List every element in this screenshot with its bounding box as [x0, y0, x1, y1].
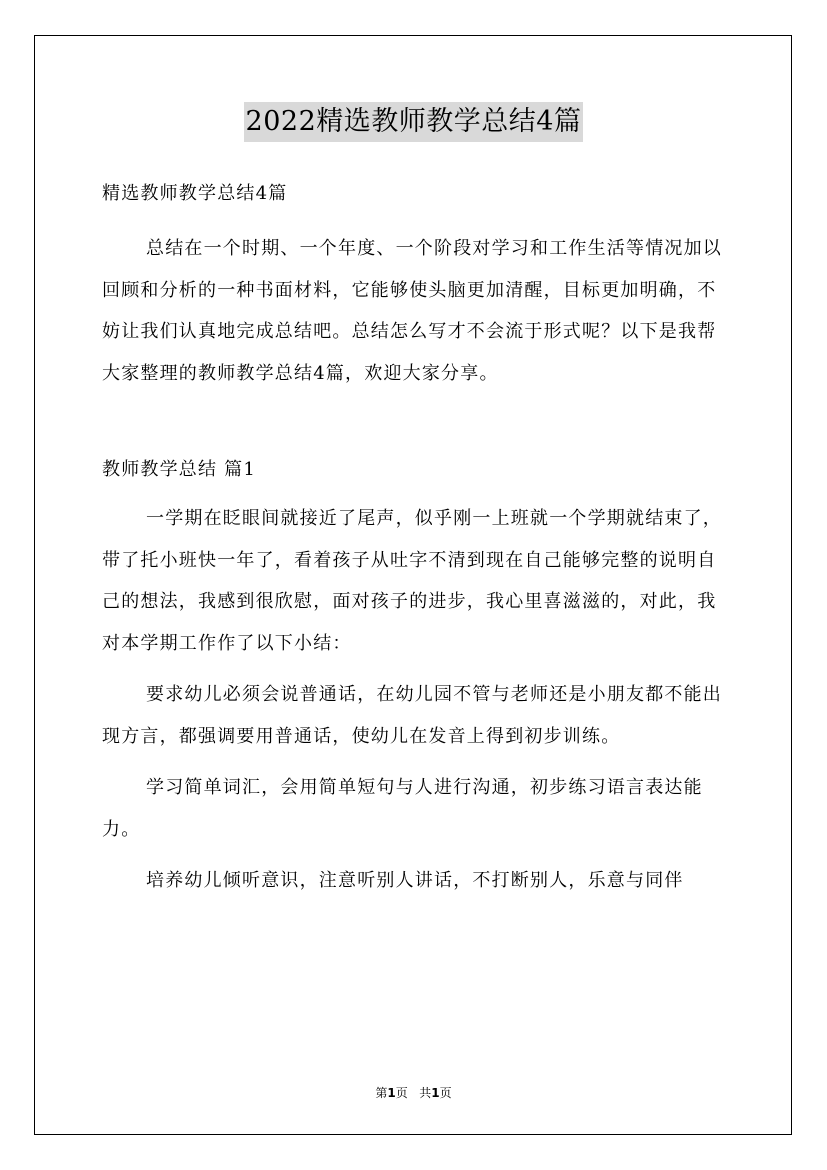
page-label-suffix: 页 — [395, 1086, 408, 1100]
page-footer — [0, 1084, 827, 1101]
total-label-suffix: 页 — [439, 1086, 452, 1100]
document-title: 2022精选教师教学总结4篇 — [244, 102, 584, 142]
document-body — [102, 176, 728, 902]
section-paragraph: 学习简单词汇，会用简单短句与人进行沟通，初步练习语言表达能力。 — [102, 777, 703, 840]
page-label-prefix: 第 — [375, 1086, 388, 1100]
total-label-prefix: 共 — [419, 1086, 432, 1100]
document-subtitle: 精选教师教学总结4篇 — [102, 183, 288, 204]
page-number: 1 — [387, 1086, 396, 1100]
intro-paragraph: 总结在一个时期、一个年度、一个阶段对学习和工作生活等情况加以回顾和分析的一种书面材料，它能够使头脑更加清醒，目标更加明确，不妨让我们认真地完成总结吧。总结怎么写才不会流于形式呢？以下是我帮大家整理的教师教学总结4篇，欢迎大家分享。 — [102, 238, 722, 384]
section-paragraph: 要求幼儿必须会说普通话，在幼儿园不管与老师还是小朋友都不能出现方言，都强调要用普通话，使幼儿在发音上得到初步训练。 — [102, 684, 722, 747]
total-pages: 1 — [431, 1086, 440, 1100]
section-paragraph: 一学期在眨眼间就接近了尾声，似乎刚一上班就一个学期就结束了，带了托小班快一年了，看着孩子从吐字不清到现在自己能够完整的说明自己的想法，我感到很欣慰，面对孩子的进步，我心里喜滋滋的，对此，我对本学期工作作了以下小结： — [102, 508, 722, 654]
section-heading: 教师教学总结 篇1 — [102, 459, 256, 480]
section-paragraph: 培养幼儿倾听意识，注意听别人讲话，不打断别人，乐意与同伴 — [146, 870, 684, 891]
title-container — [0, 102, 827, 142]
